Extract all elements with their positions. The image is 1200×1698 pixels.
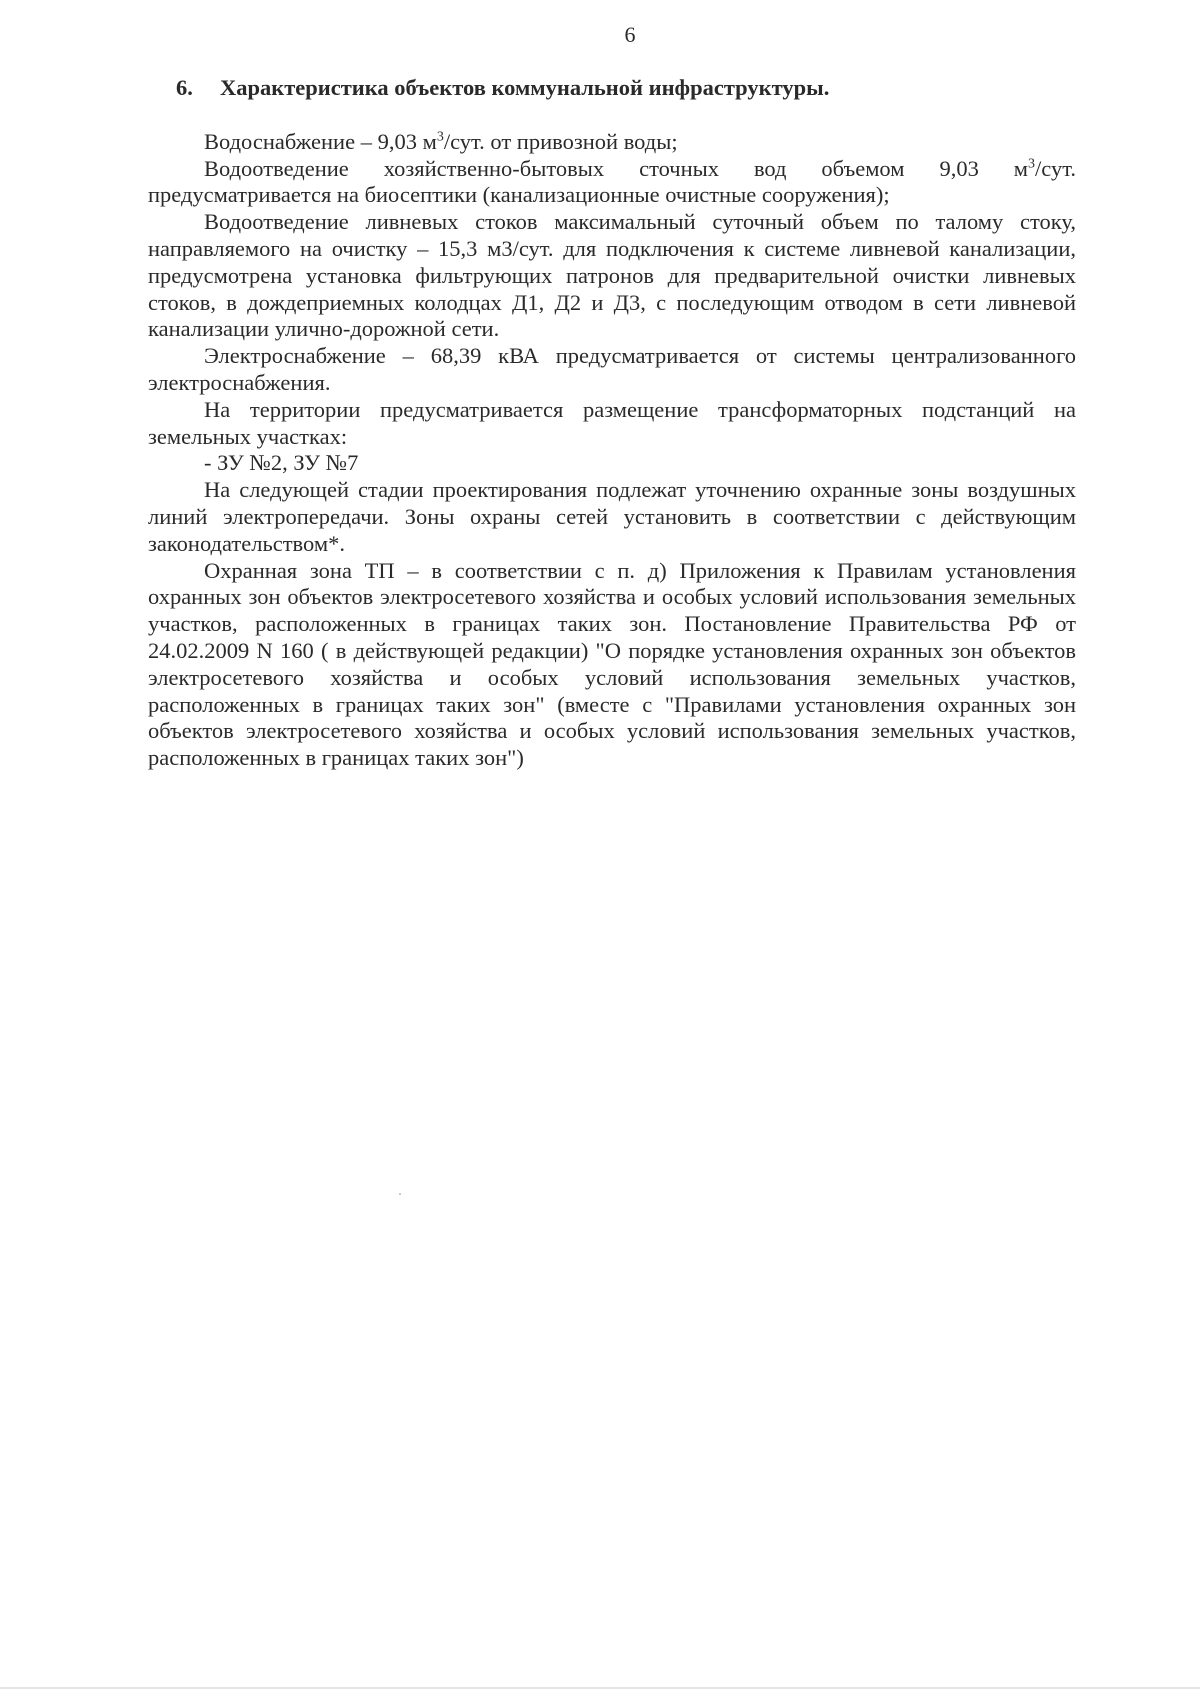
paragraph-next-stage: На следующей стадии проектирования подлежат уточнению охранные зоны воздушных линий электропередачи. Зоны охраны сетей установить в соответствии с действующим законодательством*. [148,477,1076,556]
domestic-drainage-text-end: /сут. предусматривается на биосептики (канализационные очистные сооружения); [148,155,1076,208]
scan-bottom-edge [0,1687,1200,1689]
water-supply-unit-superscript: 3 [436,129,444,145]
page-content [148,75,1076,772]
list-item-plots: - ЗУ №2, ЗУ №7 [204,450,359,476]
section-heading [176,75,1076,102]
paragraph-water-supply [148,129,1076,156]
page-number: 6 [624,22,636,47]
scan-speck [399,1193,401,1195]
section-number: 6. [176,75,193,100]
paragraph-domestic-drainage [148,156,1076,210]
water-supply-text-end: /сут. от привозной воды; [443,128,678,154]
paragraph-power-supply: Электроснабжение – 68,39 кВА предусматривается от системы централизованного электроснабжения. [148,343,1076,395]
paragraph-protection-zone: Охранная зона ТП – в соответствии с п. д) Приложения к Правилам установления охранных зон объектов электросетевого хозяйства и особых условий использования земельных участков, расположенных в границах таких зон. Постановление Правительства РФ от 24.02.2009 N 160 ( в действующей редакции) "О порядке установления охранных зон объектов электросетевого хозяйства и особых условий использования земельных участков, расположенных в границах таких зон" (вместе с "Правилами установления охранных зон объектов электросетевого хозяйства и особых условий использования земельных участков, расположенных в границах таких зон") [148,557,1076,771]
section-title: Характеристика объектов коммунальной инфраструктуры. [220,75,830,100]
water-supply-text: Водоснабжение – 9,03 м [204,128,437,154]
domestic-drainage-text: Водоотведение хозяйственно-бытовых сточных вод объемом 9,03 м [204,155,1029,181]
domestic-drainage-unit-superscript: 3 [1028,156,1036,172]
paragraph-storm-drainage: Водоотведение ливневых стоков максимальный суточный объем по талому стоку, направляемого на очистку – 15,3 м3/сут. для подключения к системе ливневой канализации, предусмотрена установка фильтрующих патронов для предварительной очистки ливневых стоков, в дождеприемных колодцах Д1, Д2 и Д3, с последующим отводом в сети ливневой канализации улично-дорожной сети. [148,209,1076,342]
paragraph-substations: На территории предусматривается размещение трансформаторных подстанций на земельных участках: [148,396,1076,449]
